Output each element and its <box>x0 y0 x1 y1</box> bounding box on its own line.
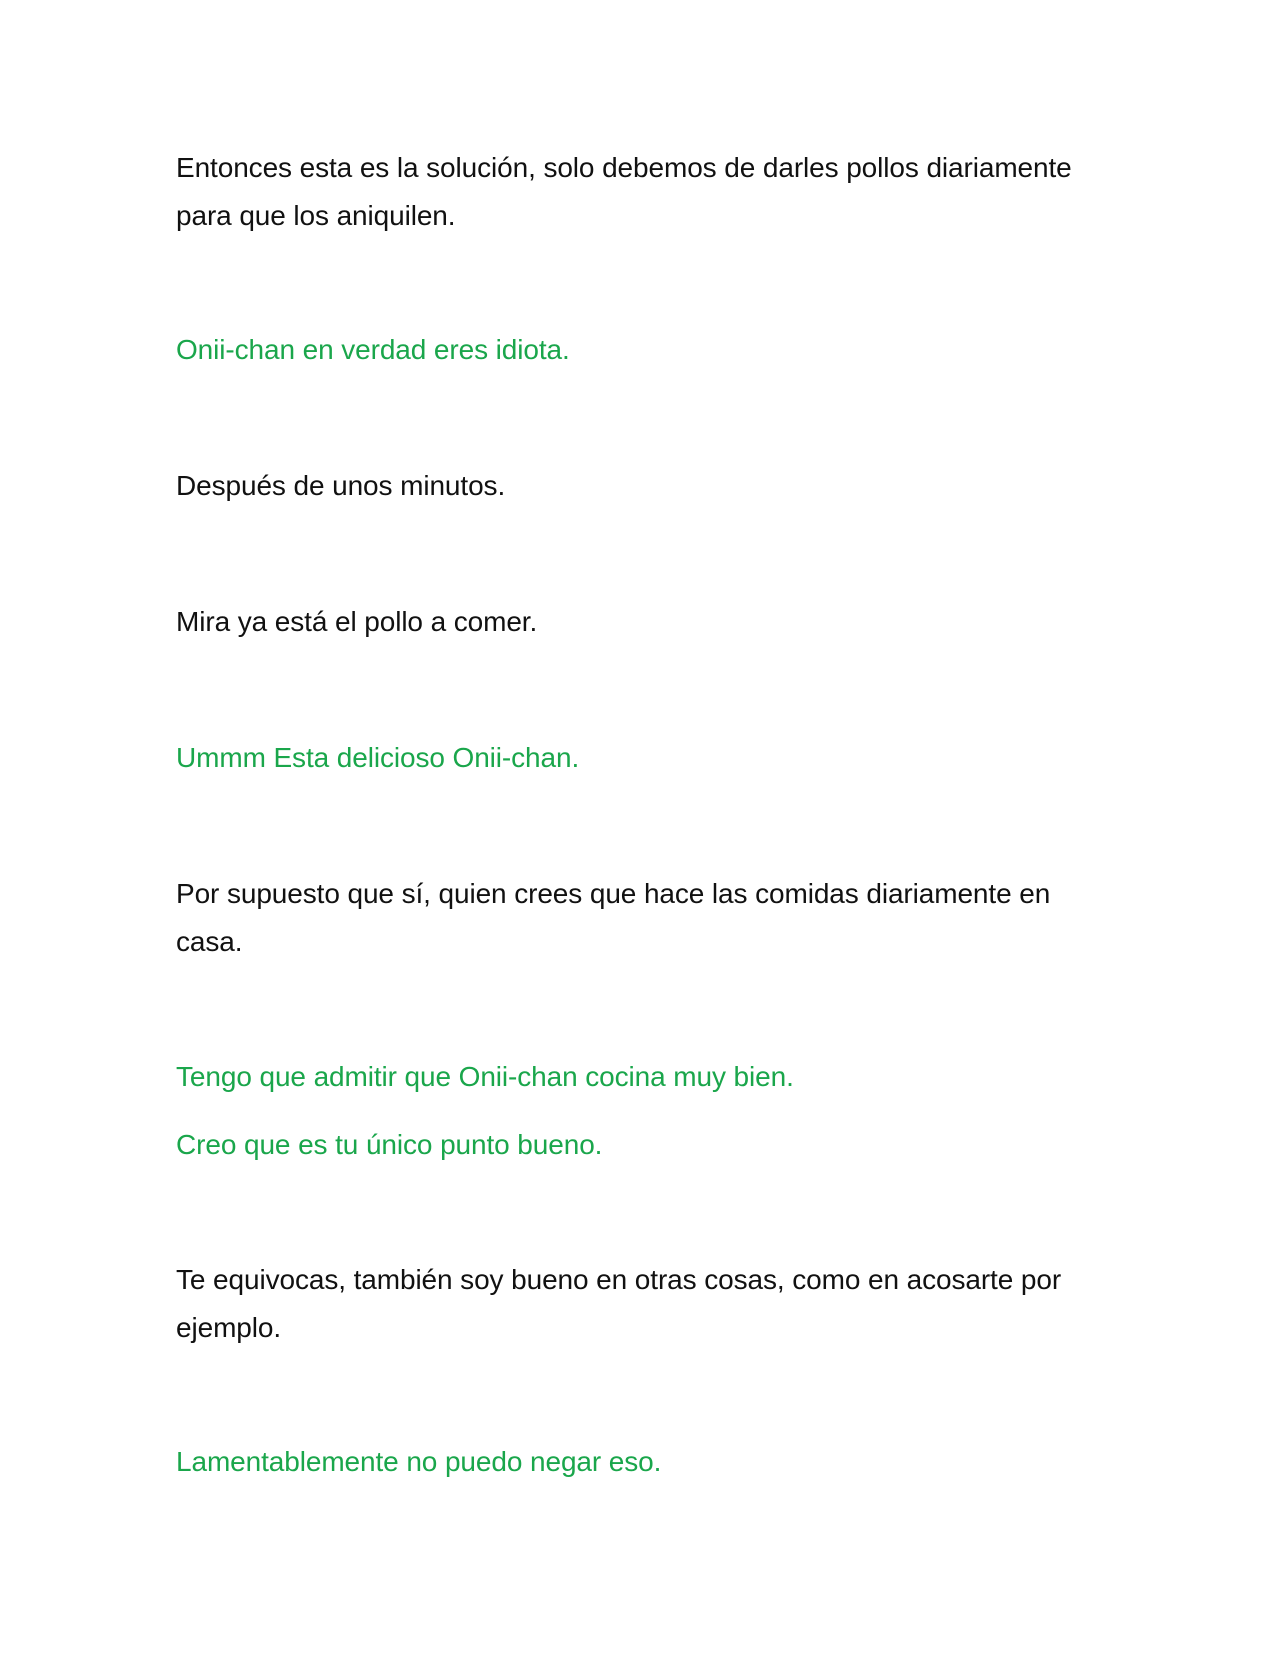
paragraph-8: Creo que es tu único punto bueno. <box>176 1129 603 1160</box>
paragraph-7: Tengo que admitir que Onii-chan cocina muy bien. <box>176 1061 794 1092</box>
paragraph-4: Mira ya está el pollo a comer. <box>176 606 538 637</box>
paragraph-9: Te equivocas, también soy bueno en otras cosas, como en acosarte por ejemplo. <box>176 1264 1062 1343</box>
paragraph-2: Onii-chan en verdad eres idiota. <box>176 334 570 365</box>
paragraph-5: Ummm Esta delicioso Onii-chan. <box>176 742 580 773</box>
paragraph-1: Entonces esta es la solución, solo debemos de darles pollos diariamente para que los aniquilen. <box>176 152 1072 231</box>
paragraph-10: Lamentablemente no puedo negar eso. <box>176 1446 662 1477</box>
paragraph-6: Por supuesto que sí, quien crees que hace las comidas diariamente en casa. <box>176 878 1051 957</box>
paragraph-3: Después de unos minutos. <box>176 470 506 501</box>
